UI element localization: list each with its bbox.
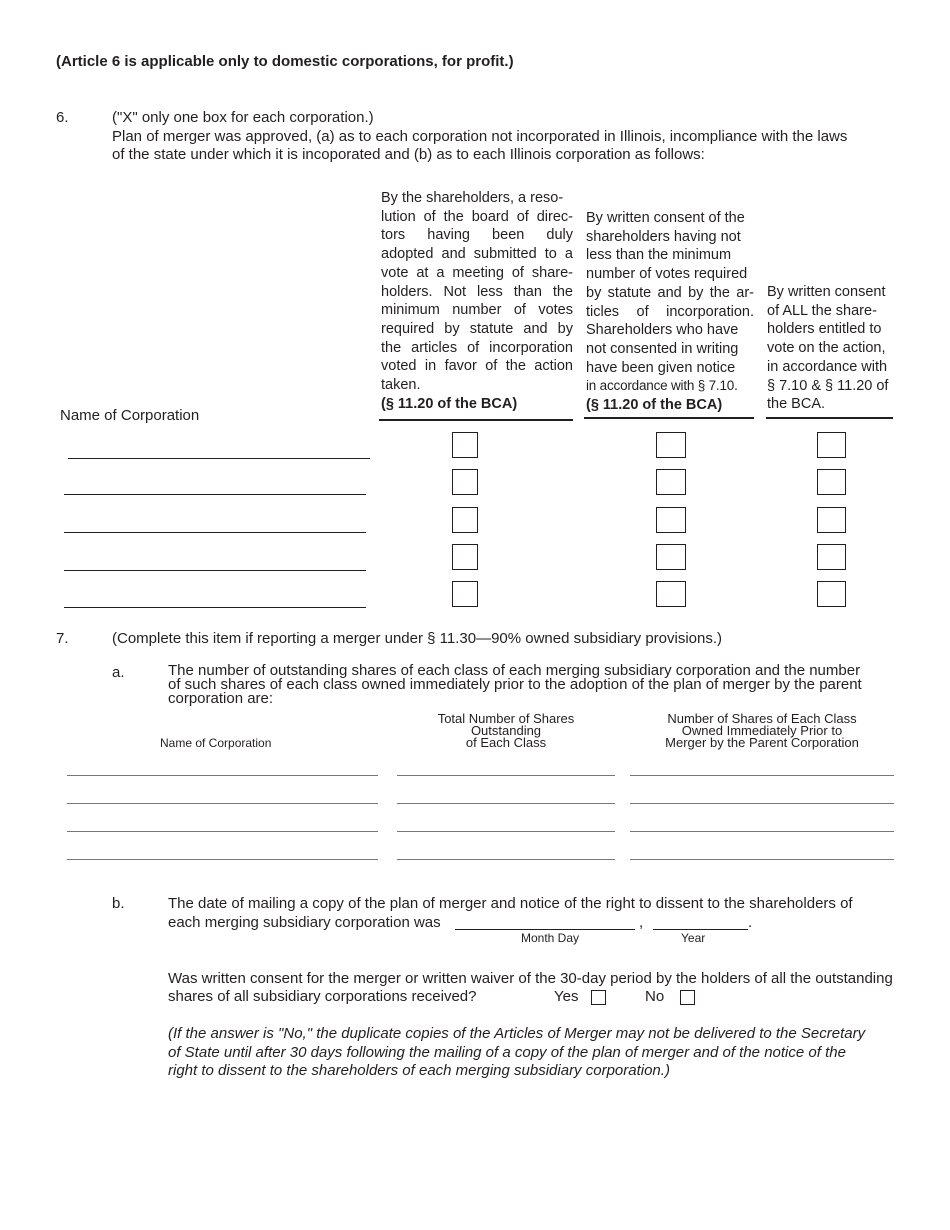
item-7b-letter: b. [112,895,125,912]
item-7-number: 7. [56,630,69,647]
col1-line: voted in favor of the action [381,358,573,375]
checkbox-shareholder-vote[interactable] [452,469,478,495]
col-name-of-corporation: Name of Corporation [160,736,272,750]
checkbox-shareholder-vote[interactable] [452,544,478,570]
note-line: (If the answer is "No," the duplicate copies of the Articles of Merger may not be delivered to the Secretary [168,1025,866,1042]
owned-shares-line[interactable] [630,831,894,832]
col2-line: not consented in writing [586,340,739,357]
col-owned-line: Number of Shares of Each Class [667,711,857,726]
item-6-instruction: ("X" only one box for each corporation.) [112,109,374,126]
col2-underline [584,417,754,419]
col3-line: § 7.10 & § 11.20 of [767,377,889,394]
approval-col-written-consent-minimum [586,209,754,415]
year-label: Year [681,931,706,945]
date-period: . [748,914,753,931]
col2-line: ticles of incorporation. [586,303,754,320]
checkbox-written-consent-all[interactable] [817,544,846,570]
approval-col-shareholder-vote [381,189,573,413]
item-6-number: 6. [56,109,69,126]
col3-line: of ALL the share- [767,302,877,319]
mailing-year-line[interactable] [653,929,748,930]
col3-line: holders entitled to [767,321,882,338]
col1-line: required by statute and by [381,320,573,337]
name-of-corporation-label: Name of Corporation [60,407,200,424]
no-checkbox[interactable] [680,990,695,1005]
col1-line: lution of the board of direc- [381,208,573,225]
subsidiary-name-line[interactable] [67,803,378,804]
corp-name-line[interactable] [64,532,366,533]
no-label: No [645,988,665,1005]
col-total-shares [406,713,606,749]
checkbox-written-consent-minimum[interactable] [656,581,686,607]
yes-label: Yes [554,988,579,1005]
item-7b-text-line2: each merging subsidiary corporation was [168,914,441,931]
mailing-month-day-line[interactable] [455,929,635,930]
col-total-line: of Each Class [465,735,547,750]
checkbox-shareholder-vote[interactable] [452,432,478,458]
col-owned-line: Owned Immediately Prior to [681,723,843,738]
col1-line: tors having been duly [381,227,573,244]
col1-line: taken. [381,377,421,394]
col1-line: holders. Not less than the [381,283,573,300]
col2-line: by statute and by the ar- [586,284,754,301]
month-day-label: Month Day [521,931,580,945]
col2-citation: (§ 11.20 of the BCA) [586,397,723,414]
subsidiary-name-line[interactable] [67,775,378,776]
checkbox-written-consent-minimum[interactable] [656,469,686,495]
col1-line: vote at a meeting of share- [381,264,573,281]
col-total-line: Outstanding [470,723,542,738]
item-7a-line: corporation are: [168,690,274,707]
owned-shares-line[interactable] [630,803,894,804]
corp-name-line[interactable] [68,458,370,459]
item-7a-letter: a. [112,664,125,681]
col1-line: By the shareholders, a reso- [381,190,564,206]
col3-line: the BCA. [767,396,826,413]
col2-line: in accordance with § 7.10. [586,378,738,394]
item-6-text-line1: Plan of merger was approved, (a) as to each corporation not incorporated in Illinois, incompliance with the laws [112,128,848,145]
corp-name-line[interactable] [64,570,366,571]
subsidiary-name-line[interactable] [67,831,378,832]
checkbox-written-consent-all[interactable] [817,432,846,458]
total-shares-line[interactable] [397,803,615,804]
col1-underline [379,419,573,421]
checkbox-written-consent-all[interactable] [817,469,846,495]
item-7a-line: The number of outstanding shares of each class of each merging subsidiary corporation and the number [168,662,861,679]
subsidiary-name-line[interactable] [67,859,378,860]
col1-line: minimum number of votes [381,302,573,319]
item-7a-line: of such shares of each class owned immediately prior to the adoption of the plan of merger by the parent [168,676,862,693]
col2-line: shareholders having not [586,228,741,245]
date-comma: , [639,914,644,931]
checkbox-written-consent-minimum[interactable] [656,507,686,533]
col-owned-shares [632,713,892,749]
col2-line: By written consent of the [586,210,745,226]
yes-checkbox[interactable] [591,990,606,1005]
col2-line: less than the minimum [586,247,732,264]
col1-line: adopted and submitted to a [381,246,573,263]
article-6-header: (Article 6 is applicable only to domestic corporations, for profit.) [56,53,514,70]
col-total-line: Total Number of Shares [437,711,575,726]
owned-shares-line[interactable] [630,859,894,860]
col-owned-line: Merger by the Parent Corporation [665,735,859,750]
owned-shares-line[interactable] [630,775,894,776]
approval-col-written-consent-all [767,283,897,414]
checkbox-written-consent-all[interactable] [817,507,846,533]
item-6-text-line2: of the state under which it is incoporated and (b) as to each Illinois corporation as follows: [112,146,705,163]
item-7a-text [168,664,862,706]
total-shares-line[interactable] [397,859,615,860]
col1-line: the articles of incorporation [381,339,573,356]
col3-line: By written consent [767,284,886,300]
col3-line: vote on the action, [767,340,886,357]
note-line: right to dissent to the shareholders of each merging subsidiary corporation.) [168,1062,670,1079]
checkbox-written-consent-all[interactable] [817,581,846,607]
checkbox-shareholder-vote[interactable] [452,581,478,607]
total-shares-line[interactable] [397,775,615,776]
col1-citation: (§ 11.20 of the BCA) [381,395,518,412]
item-7-instruction: (Complete this item if reporting a merger under § 11.30—90% owned subsidiary provisions.) [112,630,723,647]
note-line: of State until after 30 days following the mailing of a copy of the plan of merger and of the notice of the [168,1043,846,1061]
checkbox-written-consent-minimum[interactable] [656,432,686,458]
corp-name-line[interactable] [64,607,366,608]
col2-line: Shareholders who have [586,322,739,339]
consent-question-line1: Was written consent for the merger or written waiver of the 30-day period by the holders of all the outstanding [168,970,893,987]
item-7b-text-line1: The date of mailing a copy of the plan of merger and notice of the right to dissent to the shareholders of [168,895,853,912]
checkbox-shareholder-vote[interactable] [452,507,478,533]
col3-line: in accordance with [767,358,888,375]
consent-question-line2: shares of all subsidiary corporations received? [168,988,477,1005]
col3-underline [766,417,893,419]
col2-line: number of votes required [586,266,748,283]
consent-note [168,1025,865,1081]
corp-name-line[interactable] [64,494,366,495]
total-shares-line[interactable] [397,831,615,832]
col2-line: have been given notice [586,359,736,376]
checkbox-written-consent-minimum[interactable] [656,544,686,570]
